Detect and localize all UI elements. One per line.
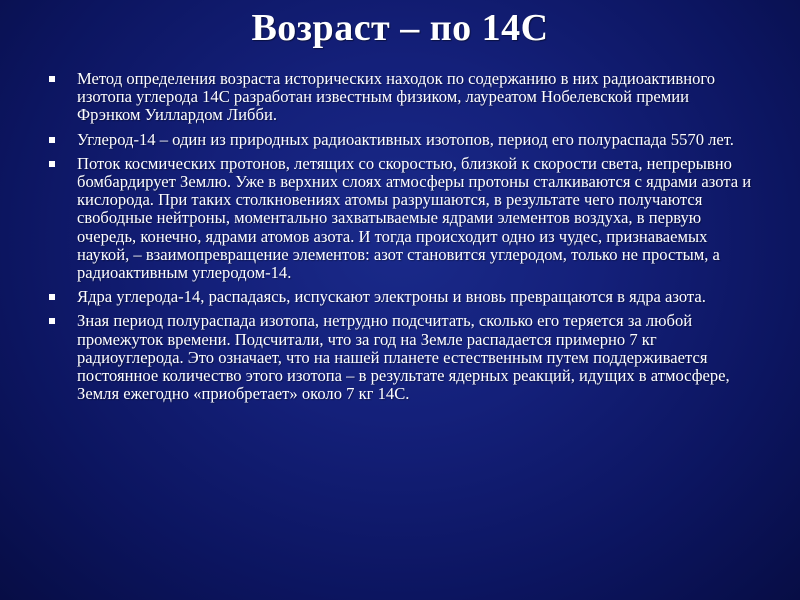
square-bullet-icon [49,76,55,82]
square-bullet-icon [49,294,55,300]
bullet-text: Зная период полураспада изотопа, нетрудно подсчитать, сколько его теряется за любой промежуток времени. Подсчитали, что за год на Земле распадается примерно 7 кг радиоуглерода. Это означает, что на нашей планете естественным путем поддерживается постоянное количество этого изотопа – в результате ядерных реакций, идущих в атмосфере, Земля ежегодно «приобретает» около 7 кг 14С. [77,311,730,404]
bullet-item [48,155,753,282]
bullet-item [48,288,753,306]
square-bullet-icon [49,161,55,167]
bullet-item [48,131,753,149]
bullet-text: Ядра углерода-14, распадаясь, испускают электроны и вновь превращаются в ядра азота. [77,287,706,307]
square-bullet-icon [49,137,55,143]
slide-title: Возраст – по 14С [251,7,549,49]
bullet-text: Метод определения возраста исторических находок по содержанию в них радиоактивного изотопа углерода 14С разработан известным физиком, лауреатом Нобелевской премии Фрэнком Уиллардом Либби. [77,69,716,125]
bullet-item [48,312,753,403]
bullet-text: Углерод-14 – один из природных радиоактивных изотопов, период его полураспада 5570 лет. [77,129,734,149]
square-bullet-icon [49,318,55,324]
bullet-item [48,70,753,125]
bullet-list [48,70,753,409]
bullet-text: Поток космических протонов, летящих со скоростью, близкой к скорости света, непрерывно бомбардирует Землю. Уже в верхних слоях атмосферы протоны сталкиваются с ядрами азота и кислорода. При таких столкновениях атомы разрушаются, в результате чего получаются свободные нейтроны, моментально захватываемые ядрами элементов воздуха, в первую очередь, конечно, ядрами атомов азота. И тогда происходит одно из чудес, признаваемых наукой, – взаимопревращение элементов: азот становится углеродом, только не простым, а радиоактивным углеродом-14. [77,153,752,283]
